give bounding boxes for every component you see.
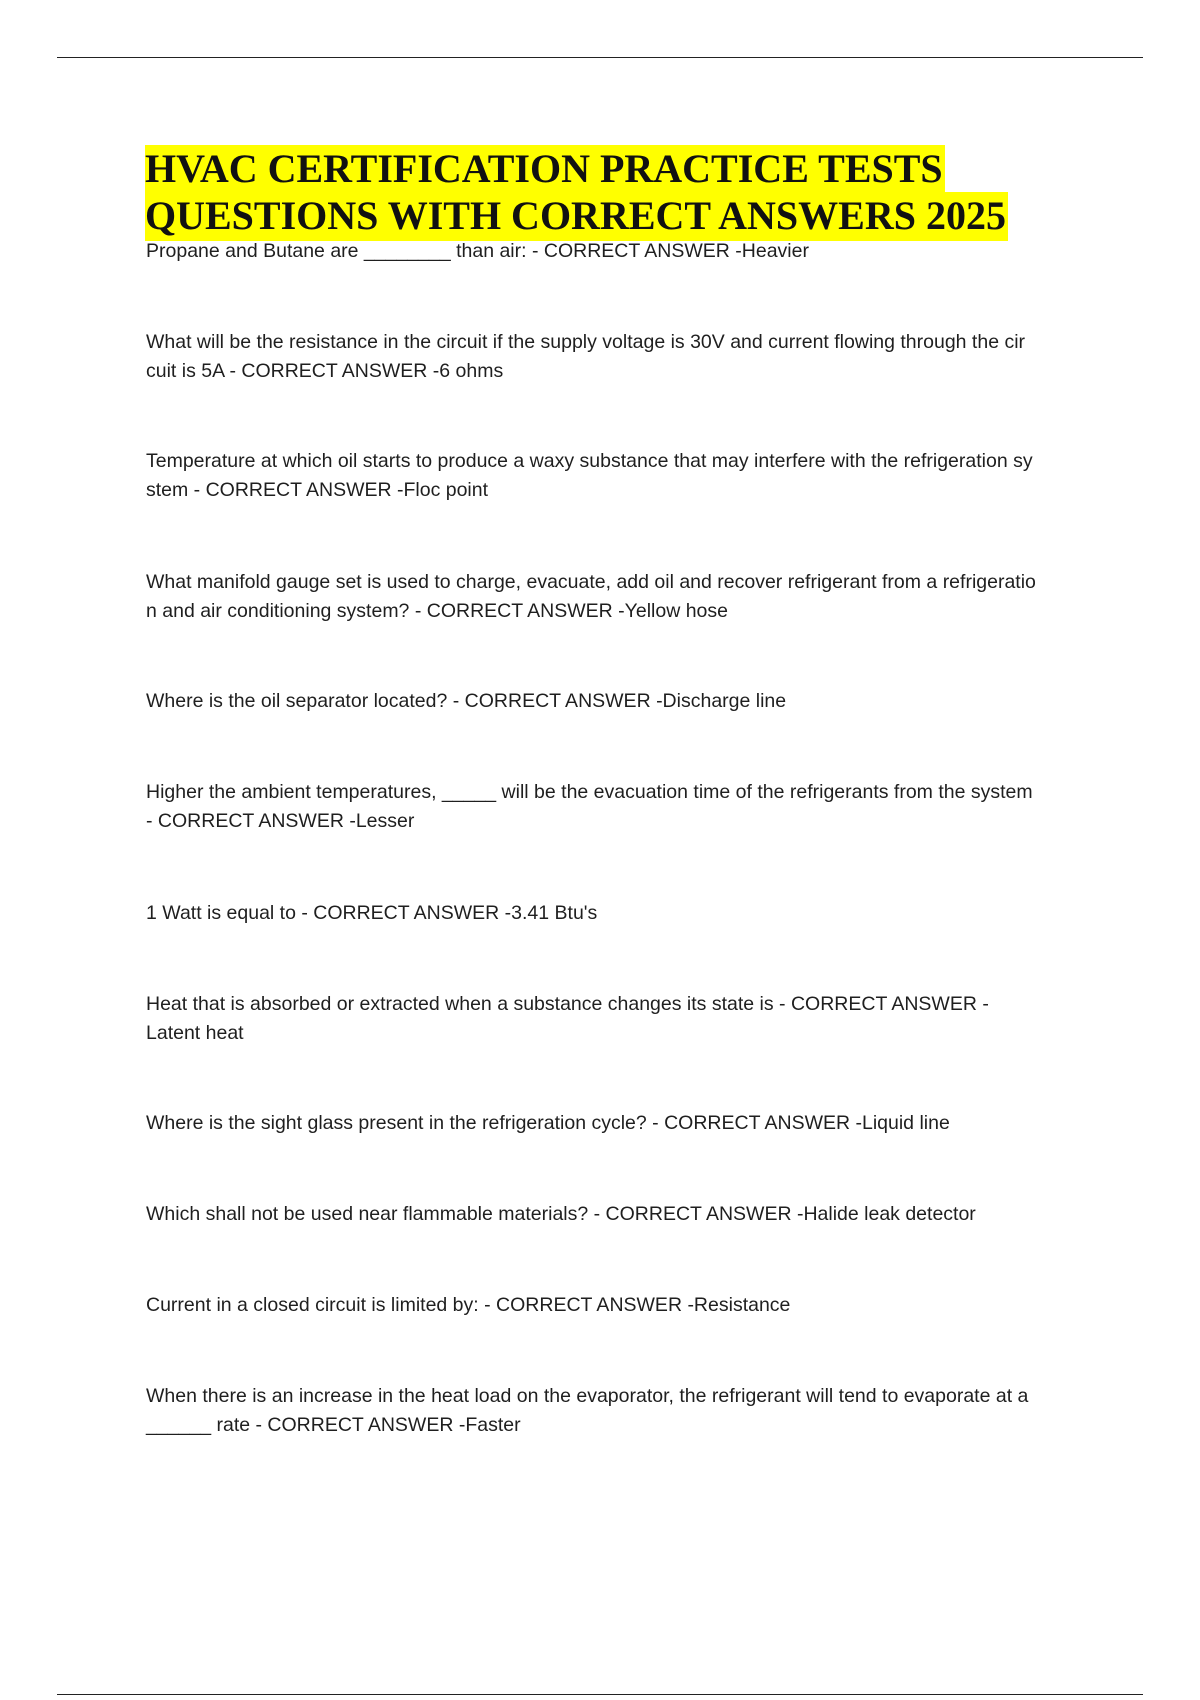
- qa-item: Where is the oil separator located? - CORRECT ANSWER -Discharge line: [146, 690, 787, 712]
- qa-item: When there is an increase in the heat load on the evaporator, the refrigerant will tend to evaporate at a ______ rate - CORRECT ANSWER -Faster: [146, 1385, 1029, 1436]
- qa-item: Current in a closed circuit is limited by: - CORRECT ANSWER -Resistance: [146, 1294, 791, 1316]
- title-line-2: QUESTIONS WITH CORRECT ANSWERS 2025: [145, 192, 1008, 241]
- qa-item: Which shall not be used near flammable materials? - CORRECT ANSWER -Halide leak detector: [146, 1203, 976, 1225]
- page-title: [145, 145, 1105, 239]
- qa-item: Propane and Butane are ________ than air: - CORRECT ANSWER -Heavier: [146, 240, 809, 262]
- qa-item: Temperature at which oil starts to produce a waxy substance that may interfere with the refrigeration sy stem - CORRECT ANSWER -Floc point: [146, 450, 1033, 501]
- qa-item: What manifold gauge set is used to charge, evacuate, add oil and recover refrigerant from a refrigeratio n and air conditioning system? - CORRECT ANSWER -Yellow hose: [146, 571, 1036, 622]
- bottom-rule: [57, 1694, 1143, 1695]
- qa-item: Heat that is absorbed or extracted when a substance changes its state is - CORRECT ANSWER - Latent heat: [146, 993, 989, 1044]
- title-line-1: HVAC CERTIFICATION PRACTICE TESTS: [145, 145, 945, 194]
- top-rule: [57, 57, 1143, 58]
- qa-item: 1 Watt is equal to - CORRECT ANSWER -3.41 Btu's: [146, 902, 598, 924]
- qa-item: What will be the resistance in the circuit if the supply voltage is 30V and current flowing through the cir cuit is 5A - CORRECT ANSWER -6 ohms: [146, 331, 1026, 382]
- qa-item: Higher the ambient temperatures, _____ will be the evacuation time of the refrigerants from the system - CORRECT ANSWER -Lesser: [146, 781, 1033, 832]
- qa-item: Where is the sight glass present in the refrigeration cycle? - CORRECT ANSWER -Liquid line: [146, 1112, 950, 1134]
